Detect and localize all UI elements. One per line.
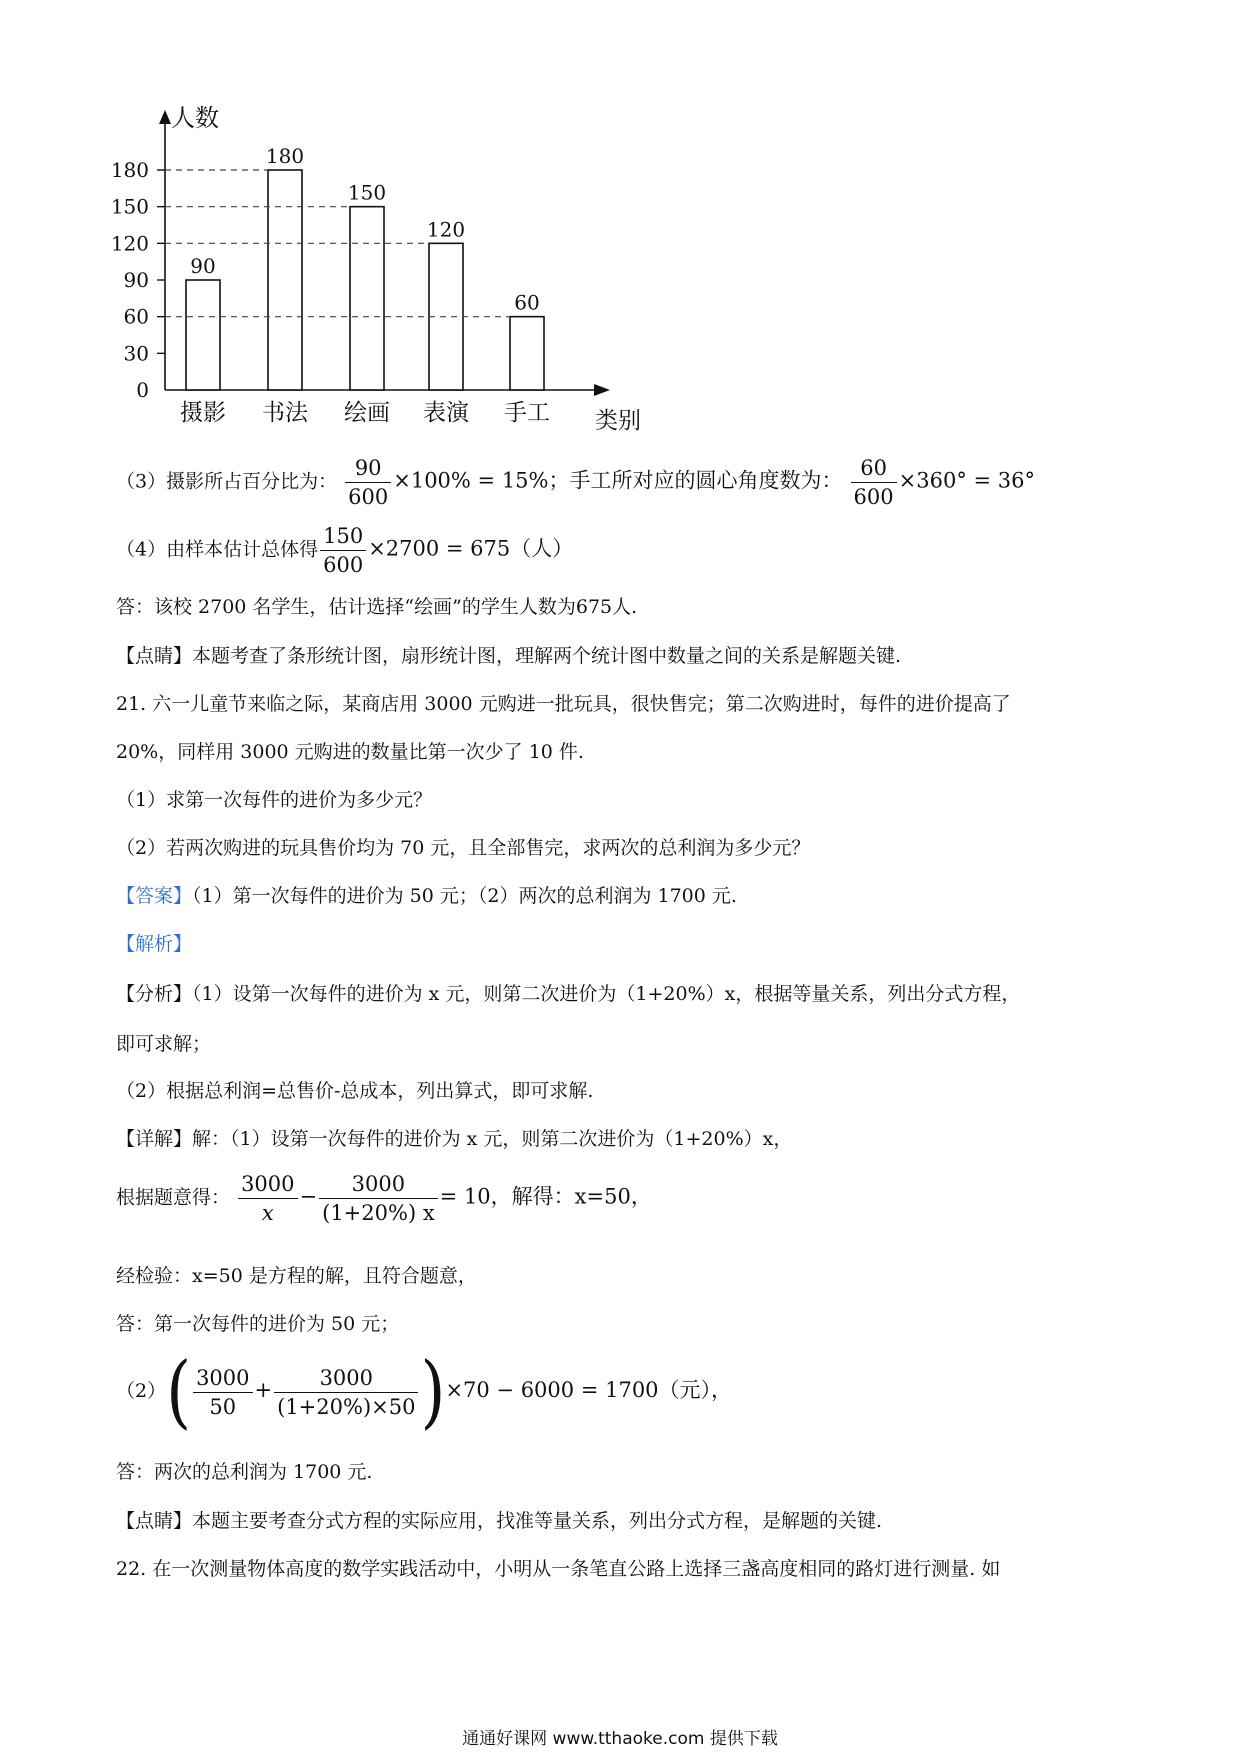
answer-tag: 【答案】 [116,885,193,907]
footer-watermark: 通通好课网 www.tthaoke.com 提供下载 [462,1729,778,1749]
fraction-3000-over-1.2x: $\frac{3000}{(1+20\%) x}$ [319,1170,438,1227]
line4-end: ×2700 = 675（人） [368,536,574,561]
part-2-prefix: （2） [116,1380,167,1402]
left-paren: ( [166,1345,192,1439]
solution-line-3 [116,454,1035,511]
line3-end: ×360° = 36° [898,468,1035,493]
check-line: 经检验：x=50 是方程的解，且符合题意， [116,1265,477,1287]
fenxi-line-1 [116,980,1020,1008]
part-2-calculation [116,1345,733,1439]
y-axis-label: 人数 [171,104,219,132]
x-axis-label: 类别 [595,408,641,434]
point-text: 本题考查了条形统计图，扇形统计图，理解两个统计图中数量之间的关系是解题关键. [192,645,902,667]
question-21-line-2: 20%，同样用 3000 元购进的数量比第一次少了 10 件. [116,741,584,763]
bar [268,170,302,390]
category-label: 书法 [262,400,308,426]
y-tick-label: 30 [123,341,149,366]
y-tick-label: 120 [110,231,149,256]
point-text-2: 本题主要考查分式方程的实际应用，找准等量关系，列出分式方程，是解题的关键. [192,1510,883,1532]
right-paren: ) [420,1345,446,1439]
answer-text: （1）第一次每件的进价为 50 元；（2）两次的总利润为 1700 元. [192,885,737,907]
analysis-tag: 【解析】 [116,933,193,955]
bar [510,317,544,390]
bar [350,207,384,390]
answer-section [116,882,737,910]
category-label: 手工 [504,400,550,426]
point-tag-2: 【点睛】 [116,1510,193,1532]
fraction-3000-x: $\frac{3000}{x}$ [238,1170,297,1227]
fenxi-tag: 【分析】 [116,983,193,1005]
question-21-part-2: （2）若两次购进的玩具售价均为 70 元，且全部售完，求两次的总利润为多少元？ [116,837,811,859]
point-line-1 [116,642,901,670]
equation-end: = 10，解得：x=50， [439,1184,652,1209]
bar-value-label: 60 [514,290,540,315]
bar [186,280,220,390]
fenxi-line-2: （2）根据总利润=总售价-总成本，列出算式，即可求解. [116,1080,594,1102]
answer-line-1: 答：该校 2700 名学生，估计选择“绘画”的学生人数为675人. [116,596,638,618]
answer-21-part-2: 答：两次的总利润为 1700 元. [116,1461,373,1483]
xiangjie-line-1 [116,1125,792,1153]
category-label: 摄影 [180,400,226,426]
fraction-150-600: $\frac{150}{600}$ [320,522,366,579]
y-tick-label: 0 [136,378,149,402]
question-22-line-1: 22. 在一次测量物体高度的数学实践活动中，小明从一条笔直公路上选择三盏高度相同的路灯进行测量. 如 [116,1558,1001,1580]
fraction-3000-50: $\frac{3000}{50}$ [193,1364,252,1421]
xiangjie-tag: 【详解】 [116,1128,193,1150]
y-tick-label: 150 [110,194,149,219]
y-tick-label: 90 [123,268,149,292]
y-axis-arrow [159,110,171,124]
bar-chart [0,0,1240,450]
line3-mid: ×100% = 15%；手工所对应的圆心角度数为： [393,468,843,493]
fraction-3000-over-1.2x50: $\frac{3000}{(1+20\%)\times 50}$ [274,1364,418,1421]
solution-line-4 [116,522,573,579]
fraction-60-600: $\frac{60}{600}$ [851,454,897,511]
y-tick-label: 60 [123,304,149,329]
question-21-part-1: （1）求第一次每件的进价为多少元？ [116,789,433,811]
plus-sign: + [254,1378,273,1402]
point-line-2 [116,1507,882,1535]
y-tick-label: 180 [110,158,149,182]
fenxi-line-1b: 即可求解； [116,1033,212,1055]
equation-line [116,1170,652,1227]
x-axis-arrow [594,384,610,396]
bar-value-label: 90 [190,254,216,278]
answer-21-part-1: 答：第一次每件的进价为 50 元； [116,1313,400,1335]
category-label: 绘画 [344,400,390,426]
fenxi-text: （1）设第一次每件的进价为 x 元，则第二次进价为（1+20%）x，根据等量关系，列出分式方程， [192,983,1021,1005]
bar-value-label: 120 [426,217,466,242]
equation-prefix: 根据题意得： [116,1186,231,1209]
line3-prefix: （3）摄影所占百分比为： [116,470,338,493]
fraction-90-600: $\frac{90}{600}$ [345,454,391,511]
question-21-line-1: 21. 六一儿童节来临之际，某商店用 3000 元购进一批玩具，很快售完；第二次购进时，每件的进价提高了 [116,693,1011,715]
point-tag: 【点睛】 [116,645,193,667]
bar-value-label: 180 [265,144,305,168]
minus-sign: − [299,1184,318,1209]
bar-value-label: 150 [347,180,387,205]
part-2-end: ×70 − 6000 = 1700（元）， [445,1378,733,1402]
xiangjie-text: 解：（1）设第一次每件的进价为 x 元，则第二次进价为（1+20%）x， [192,1128,793,1150]
line4-prefix: （4）由样本估计总体得 [116,538,319,561]
category-label: 表演 [423,400,469,426]
